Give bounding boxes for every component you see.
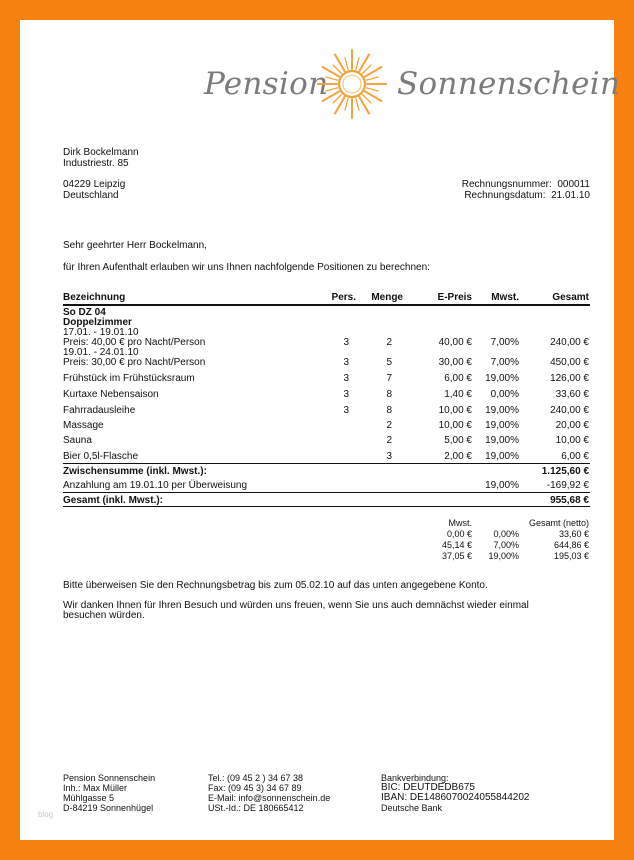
row-vat: 0,00% — [490, 389, 519, 400]
row-price: 5,00 € — [444, 435, 472, 446]
thanks-line-2: besuchen würden. — [63, 610, 145, 621]
deposit-vat: 19,00% — [485, 480, 519, 491]
grand-total-rule — [63, 492, 590, 493]
row-qty: 8 — [386, 405, 392, 416]
row-desc: Preis: 30,00 € pro Nacht/Person — [63, 357, 206, 368]
row-price: 2,00 € — [444, 451, 472, 462]
invoice-number-label: Rechnungsnummer: — [461, 179, 552, 190]
footer-company — [63, 773, 155, 813]
vat-summary-amount: 0,00 € — [446, 529, 472, 539]
sun-ray — [356, 58, 359, 70]
sun-ray — [356, 98, 359, 110]
invoice-date-label: Rechnungsdatum: — [464, 189, 546, 201]
row-desc: Preis: 40,00 € pro Nacht/Person — [63, 337, 206, 348]
footer-street: Mühlgasse 5 — [63, 793, 115, 803]
row-pers: 3 — [343, 405, 349, 416]
row-total: 126,00 € — [550, 373, 589, 384]
sun-inner — [343, 75, 361, 93]
row-total: 450,00 € — [550, 357, 589, 368]
room-type: Doppelzimmer — [63, 317, 132, 328]
footer-bank — [381, 773, 529, 813]
deposit-label: Anzahlung am 19.01.10 per Überweisung — [63, 480, 248, 491]
footer-bic: BIC: DEUTDEDB675 — [381, 782, 475, 793]
watermark: blog — [38, 810, 54, 819]
col-header-total: Gesamt — [552, 292, 589, 303]
vat-summary-amount: 45,14 € — [441, 540, 472, 550]
footer-owner: Inh.: Max Müller — [63, 783, 128, 793]
row-total: 20,00 € — [555, 420, 589, 431]
row-qty: 5 — [386, 357, 392, 368]
invoice-date: 21.01.10 — [551, 189, 590, 201]
row-pers: 3 — [343, 373, 349, 384]
vat-summary-rate: 19,00% — [488, 551, 519, 561]
row-desc: Massage — [63, 420, 104, 431]
row-total: 240,00 € — [550, 405, 589, 416]
footer-phone: Tel.: (09 45 2 ) 34 67 38 — [208, 773, 304, 783]
row-vat: 19,00% — [485, 451, 519, 462]
subtotal-rule — [63, 463, 590, 464]
vat-summary-rate: 0,00% — [493, 529, 519, 539]
row-vat: 19,00% — [485, 373, 519, 384]
footer-vat-id: USt.-Id.: DE 180665412 — [208, 803, 304, 813]
col-header-qty: Menge — [371, 292, 403, 303]
row-qty: 3 — [386, 451, 392, 462]
row-total: 6,00 € — [561, 451, 589, 462]
vat-summary-net: 644,86 € — [553, 540, 589, 550]
intro-text: für Ihren Aufenthalt erlauben wir uns Ihnen nachfolgende Positionen zu berechnen: — [63, 262, 430, 273]
sun-icon — [316, 48, 388, 120]
row-vat: 19,00% — [485, 420, 519, 431]
sun-ray — [345, 58, 348, 70]
row-desc: Fahrradausleihe — [63, 405, 136, 416]
recipient-address — [63, 148, 139, 201]
salutation: Sehr geehrter Herr Bockelmann, — [63, 240, 207, 251]
sun-ray — [333, 95, 341, 103]
row-price: 10,00 € — [438, 420, 472, 431]
invoice-page — [20, 20, 621, 840]
row-pers: 3 — [343, 389, 349, 400]
recipient-city: 04229 Leipzig — [63, 179, 126, 190]
row-date-range: 19.01. - 24.01.10 — [63, 347, 139, 358]
col-header-price: E-Preis — [437, 292, 472, 303]
payment-note: Bitte überweisen Sie den Rechnungsbetrag bis zum 05.02.10 auf das unten angegebene Konto. — [63, 580, 488, 591]
recipient-country: Deutschland — [63, 189, 119, 201]
invoice-meta — [462, 180, 590, 201]
logo-text-right: Sonnenschein — [397, 66, 621, 102]
sun-ray — [333, 65, 341, 73]
row-qty: 8 — [386, 389, 392, 400]
vat-summary-amount: 37,05 € — [441, 551, 472, 561]
vat-summary-rate: 7,00% — [493, 540, 519, 550]
sun-ray — [326, 77, 338, 80]
vat-summary-net: 33,60 € — [558, 529, 589, 539]
row-vat: 19,00% — [485, 435, 519, 446]
row-desc: Sauna — [63, 435, 92, 446]
row-price: 1,40 € — [444, 389, 472, 400]
vat-summary-header-net: Gesamt (netto) — [528, 518, 589, 528]
room-code: So DZ 04 — [63, 307, 106, 318]
footer-contact — [208, 773, 330, 813]
row-pers: 3 — [343, 357, 349, 368]
footer-bank-label: Bankverbindung: — [381, 773, 449, 783]
sun-ray — [345, 98, 348, 110]
footer-bank-name: Deutsche Bank — [381, 803, 443, 813]
invoice-number: 000011 — [557, 179, 590, 190]
row-total: 33,60 € — [555, 389, 589, 400]
row-total: 10,00 € — [555, 435, 589, 446]
col-header-pers: Pers. — [331, 292, 356, 303]
deposit-value: -169,92 € — [546, 480, 589, 491]
sun-ray — [366, 88, 378, 91]
recipient-name: Dirk Bockelmann — [63, 147, 139, 158]
row-vat: 19,00% — [485, 405, 519, 416]
row-desc: Kurtaxe Nebensaison — [63, 389, 159, 400]
grand-total-value: 955,68 € — [550, 495, 589, 506]
row-date-range: 17.01. - 19.01.10 — [63, 327, 139, 338]
sun-ray — [363, 65, 371, 73]
sun-ray — [366, 77, 378, 80]
row-desc: Bier 0,5l-Flasche — [63, 451, 139, 462]
row-price: 6,00 € — [444, 373, 472, 384]
sun-ray — [326, 88, 338, 91]
row-vat: 7,00% — [490, 337, 519, 348]
footer-iban: IBAN: DE1486070024055844202 — [381, 792, 530, 803]
grand-total-label: Gesamt (inkl. Mwst.): — [63, 495, 164, 506]
row-vat: 7,00% — [490, 357, 519, 368]
row-price: 40,00 € — [438, 337, 472, 348]
sun-rays — [318, 50, 386, 118]
pension-logo — [204, 48, 621, 118]
recipient-street: Industriestr. 85 — [63, 157, 129, 169]
row-total: 240,00 € — [550, 337, 589, 348]
row-price: 10,00 € — [438, 405, 472, 416]
row-pers: 3 — [343, 337, 349, 348]
footer-city: D-84219 Sonnenhügel — [63, 803, 154, 813]
sun-ray — [363, 95, 371, 103]
row-price: 30,00 € — [438, 357, 472, 368]
grand-total-underline — [63, 506, 590, 507]
footer-fax: Fax: (09 45 3) 34 67 89 — [208, 783, 302, 793]
row-qty: 2 — [386, 337, 392, 348]
subtotal-label: Zwischensumme (inkl. Mwst.): — [63, 466, 207, 477]
thanks-line-1: Wir danken Ihnen für Ihren Besuch und würden uns freuen, wenn Sie uns auch demnächst wieder einmal — [63, 600, 529, 611]
col-header-desc: Bezeichnung — [63, 292, 126, 303]
table-header-rule — [63, 304, 590, 306]
row-qty: 7 — [386, 373, 392, 384]
col-header-vat: Mwst. — [491, 292, 519, 303]
vat-summary-net: 195,03 € — [553, 551, 589, 561]
logo-text-left: Pension — [204, 66, 329, 102]
subtotal-value: 1.125,60 € — [541, 466, 589, 477]
row-qty: 2 — [386, 435, 392, 446]
vat-summary-header-vat: Mwst. — [448, 518, 472, 528]
footer-email: E-Mail: info@sonnenschein.de — [208, 793, 331, 803]
row-desc: Frühstück im Frühstücksraum — [63, 373, 195, 384]
footer-company-name: Pension Sonnenschein — [63, 773, 156, 783]
row-qty: 2 — [386, 420, 392, 431]
